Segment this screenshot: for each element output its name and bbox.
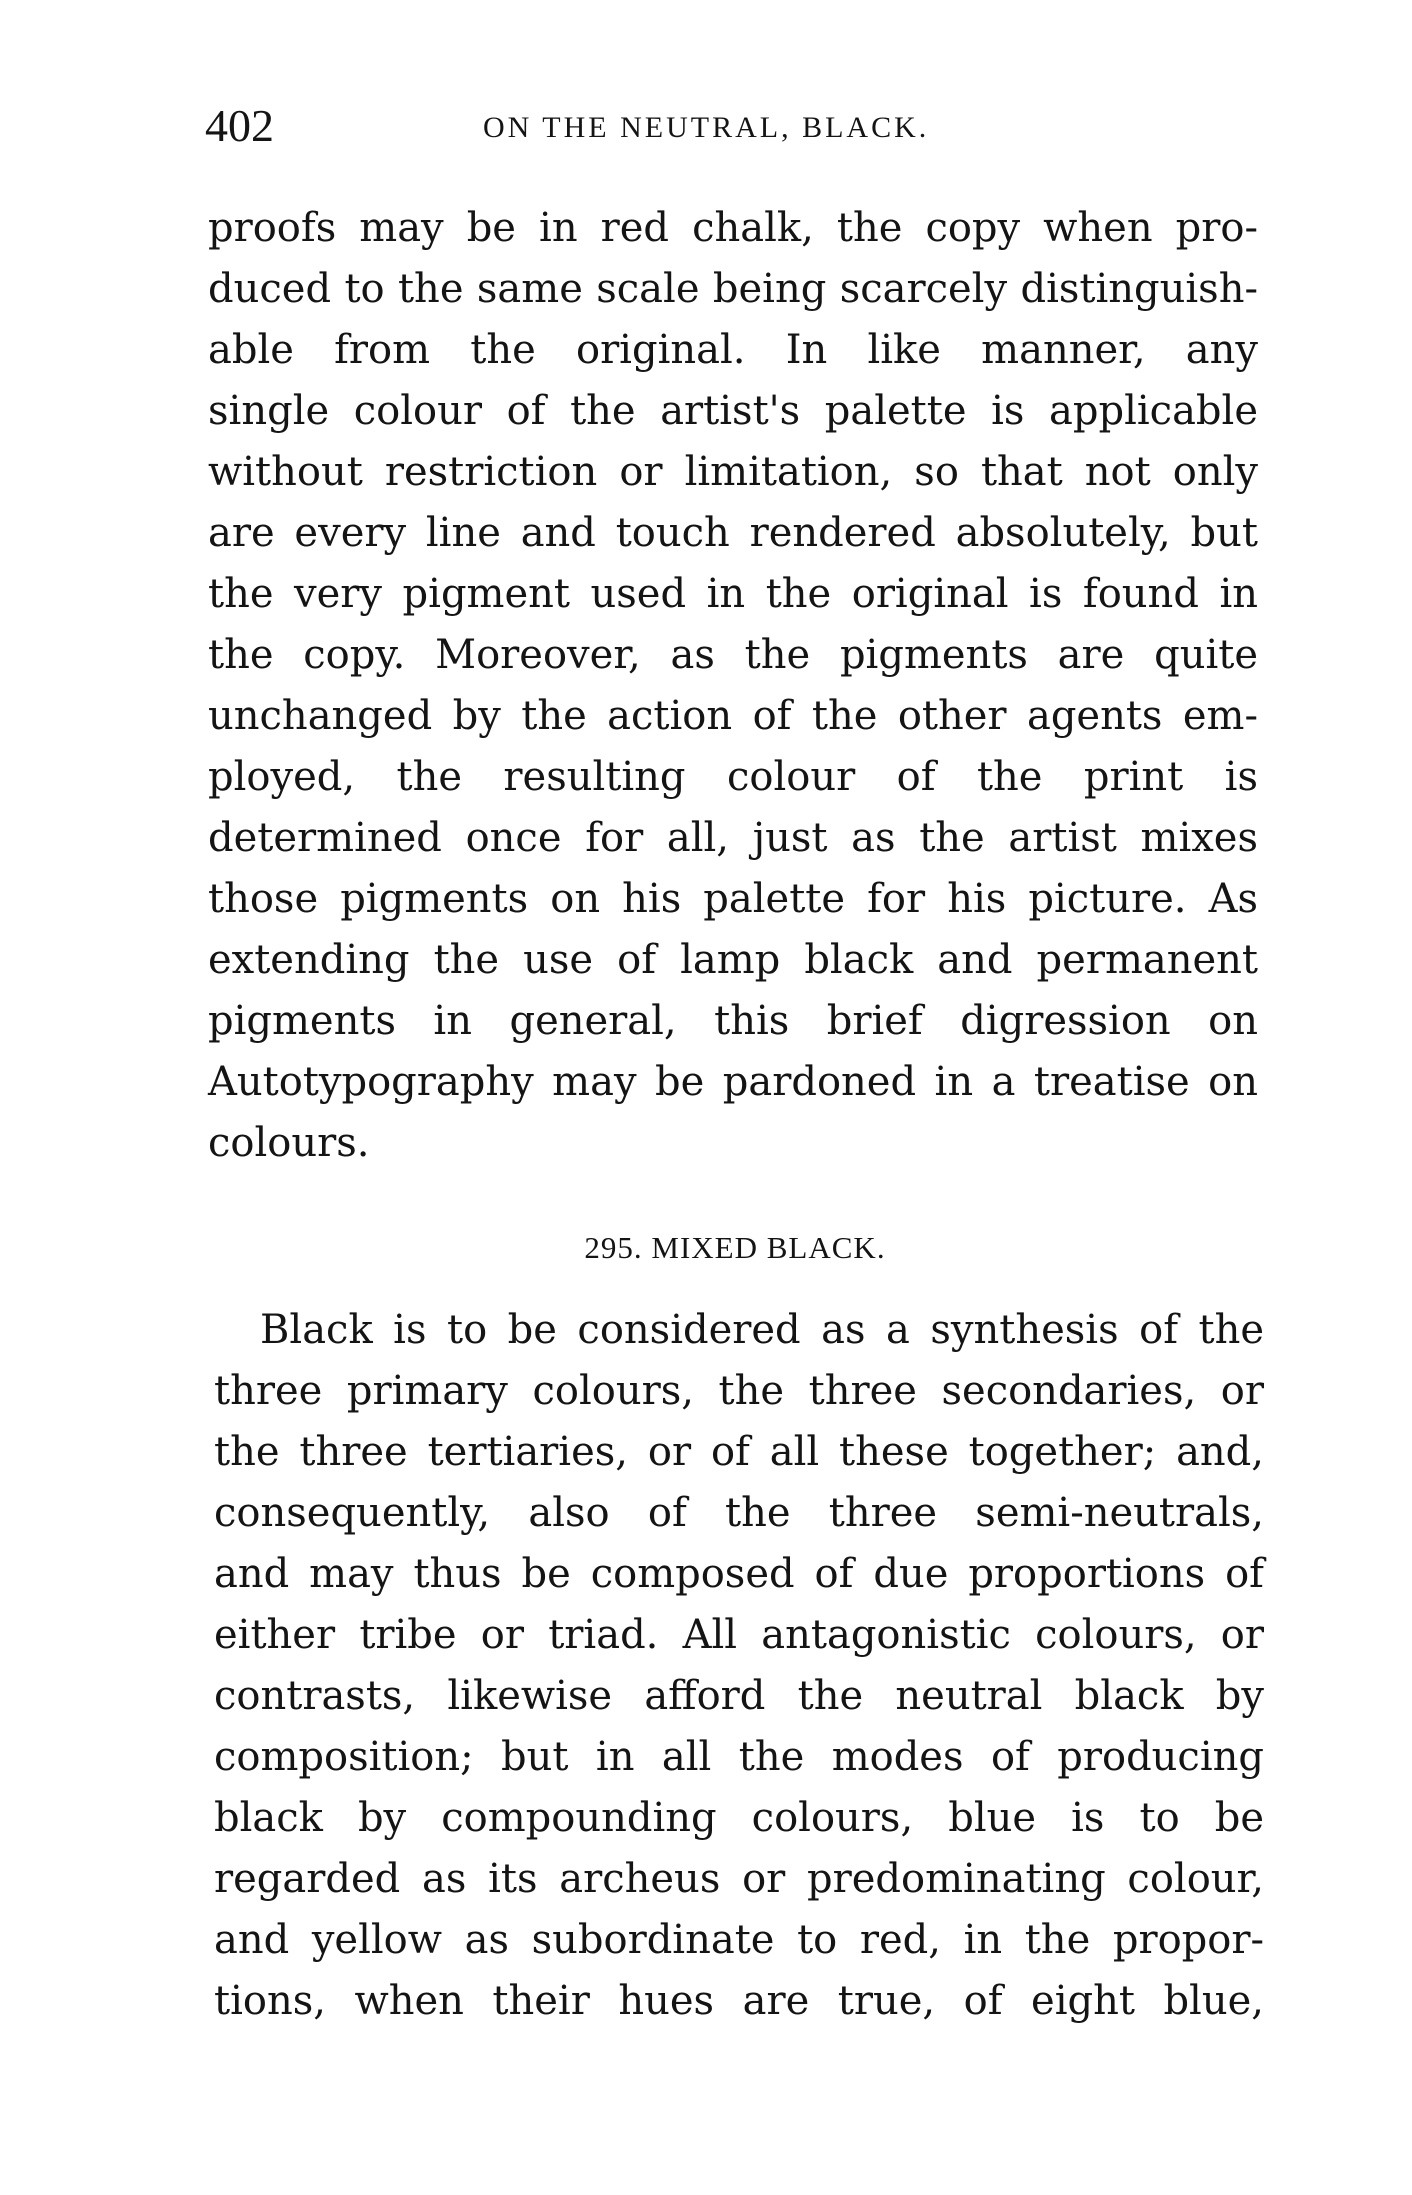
text-line: tions, when their hues are true, of eight blue, [214,1978,1264,2024]
text-line: contrasts, likewise afford the neutral black by [214,1673,1264,1719]
text-line: single colour of the artist's palette is applicable [208,388,1258,434]
paragraph-continued [208,198,1258,1174]
text-line: the three tertiaries, or of all these together; and, [214,1429,1264,1475]
text-line: pigments in general, this brief digression on [208,998,1258,1044]
page-number: 402 [205,100,274,151]
text-line: and yellow as subordinate to red, in the propor- [214,1917,1264,1963]
text-line: and may thus be composed of due proportions of [214,1551,1264,1597]
text-line: black by compounding colours, blue is to be [214,1795,1264,1841]
running-head: ON THE NEUTRAL, BLACK. [483,111,930,144]
text-line: proofs may be in red chalk, the copy when pro- [208,205,1258,251]
text-line: are every line and touch rendered absolutely, but [208,510,1258,556]
text-line: without restriction or limitation, so that not only [208,449,1258,495]
text-line: the copy. Moreover, as the pigments are quite [208,632,1258,678]
text-line: regarded as its archeus or predominating colour, [214,1856,1264,1902]
text-line: Black is to be considered as a synthesis of the [260,1307,1264,1353]
text-line: three primary colours, the three secondaries, or [214,1368,1264,1414]
text-line: extending the use of lamp black and permanent [208,937,1258,983]
text-line: composition; but in all the modes of producing [214,1734,1264,1780]
text-line: determined once for all, just as the artist mixes [208,815,1258,861]
text-line: Autotypography may be pardoned in a treatise on [208,1059,1258,1105]
text-line: those pigments on his palette for his picture. As [208,876,1258,922]
text-line: ployed, the resulting colour of the print is [208,754,1258,800]
text-line: duced to the same scale being scarcely distinguish- [208,266,1258,312]
text-line: colours. [208,1120,370,1166]
text-line: unchanged by the action of the other agents em- [208,693,1258,739]
paragraph-mixed-black [214,1300,1264,2032]
text-line: the very pigment used in the original is found in [208,571,1258,617]
section-heading: 295. MIXED BLACK. [584,1230,886,1265]
text-line: either tribe or triad. All antagonistic colours, or [214,1612,1264,1658]
page-header [205,96,1265,156]
text-line: able from the original. In like manner, any [208,327,1258,373]
text-line: consequently, also of the three semi-neutrals, [214,1490,1264,1536]
